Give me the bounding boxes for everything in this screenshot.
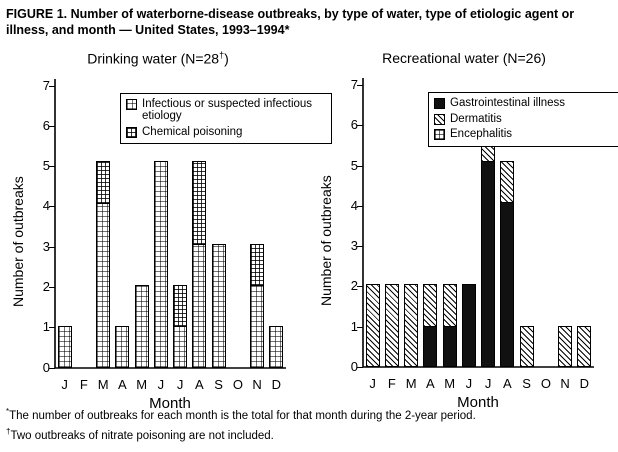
x-tick-label: F: [387, 376, 396, 391]
bar-segment: [366, 284, 380, 367]
y-tick-label: 4: [350, 197, 358, 213]
bar-segment: [135, 285, 149, 368]
bar-segment: [404, 284, 418, 367]
bar-segment: [500, 161, 514, 202]
x-tick-label: A: [195, 376, 204, 392]
legend-swatch-infectious: [126, 99, 137, 110]
x-tick-label: N: [252, 376, 262, 392]
x-tick-label: D: [271, 376, 282, 392]
y-tick-label: 6: [350, 117, 358, 133]
bar-slot: [402, 78, 421, 367]
stacked-bar: [173, 285, 187, 368]
bar-segment: [481, 161, 495, 367]
panel-title-drinking-water: Drinking water (N=28†): [87, 50, 229, 67]
x-tick-label: F: [79, 376, 88, 392]
bar-segment: [443, 284, 457, 325]
legend-recreational-water: [428, 92, 618, 147]
plot-right: [350, 76, 594, 374]
bar-slot: [363, 78, 382, 367]
stacked-bar: [58, 326, 72, 367]
y-tick-label: 4: [42, 198, 50, 214]
legend-label-infectious: Infectious or suspected infectious etiology: [142, 97, 313, 123]
x-axis-label-left: Month: [149, 394, 191, 412]
y-tick-label: 0: [42, 359, 50, 375]
x-axis-label-right: Month: [457, 394, 499, 411]
y-tick-label: 7: [350, 76, 358, 92]
bar-segment: [212, 244, 226, 368]
bar-segment: [192, 161, 206, 244]
bar-segment: [154, 161, 168, 367]
x-axis-ticks-left: [55, 377, 286, 392]
stacked-bar: [481, 119, 495, 367]
bar-segment: [520, 326, 534, 367]
y-tick-label: 7: [42, 77, 50, 93]
bar-segment: [96, 161, 110, 202]
stacked-bar: [366, 284, 380, 367]
x-tick-label: A: [426, 376, 435, 391]
bar-slot: [382, 78, 401, 367]
stacked-bar: [192, 161, 206, 367]
stacked-bar: [404, 284, 418, 367]
bar-segment: [443, 326, 457, 367]
legend-label-dermatitis: Dermatitis: [450, 112, 502, 125]
stacked-bar: [520, 326, 534, 367]
stacked-bar: [423, 284, 437, 367]
x-tick-label: M: [136, 376, 148, 392]
stacked-bar: [500, 161, 514, 367]
x-tick-label: M: [405, 376, 417, 391]
stacked-bar: [443, 284, 457, 367]
plot-area-drinking-water: [8, 71, 313, 412]
plot-left: [42, 77, 313, 375]
y-axis-label-left-text: Number of outbreaks: [10, 175, 26, 307]
stacked-bar: [269, 326, 283, 367]
bar-segment: [269, 326, 283, 367]
legend-item: [434, 113, 618, 126]
bar-segment: [423, 284, 437, 325]
legend-swatch-dermatitis: [434, 114, 445, 125]
bar-segment: [250, 285, 264, 368]
x-tick-label: M: [444, 376, 456, 391]
footnote-dagger: †Two outbreaks of nitrate poisoning are not included.: [6, 426, 274, 442]
chart-panel-recreational-water: [316, 50, 612, 411]
bar-segment: [577, 326, 591, 367]
figure-caption: FIGURE 1. Number of waterborne-disease outbreaks, by type of water, type of etiologic agent or illness, and month — United States, 1993–1994*: [6, 7, 575, 37]
stacked-bar: [212, 244, 226, 368]
y-axis-label-right: [314, 130, 332, 310]
bar-slot: [55, 79, 74, 368]
y-axis-label-right-text: Number of outbreaks: [318, 175, 334, 306]
bar-segment: [500, 202, 514, 367]
y-tick-label: 1: [42, 319, 50, 335]
stacked-bar: [577, 326, 591, 367]
y-tick-label: 2: [350, 278, 358, 294]
x-tick-label: J: [61, 376, 68, 392]
x-tick-label: J: [465, 376, 473, 391]
legend-item: [126, 98, 326, 123]
x-tick-label: J: [484, 376, 492, 391]
x-tick-label: O: [232, 376, 243, 392]
bar-slot: [94, 79, 113, 368]
legend-swatch-chemical: [126, 127, 137, 138]
bar-segment: [115, 326, 129, 367]
x-tick-label: J: [369, 376, 376, 391]
panel-title-recreational-water: Recreational water (N=26): [382, 50, 546, 66]
stacked-bar: [154, 161, 168, 367]
bar-segment: [58, 326, 72, 367]
y-tick-label: 3: [42, 238, 50, 254]
legend-item: [126, 126, 326, 139]
x-tick-label: M: [97, 376, 109, 392]
y-tick-label: 2: [42, 279, 50, 295]
plot-area-recreational-water: [316, 70, 612, 411]
legend-label-encephalitis: Encephalitis: [450, 128, 513, 140]
bar-segment: [96, 203, 110, 368]
x-tick-label: S: [214, 376, 223, 392]
y-tick-label: 5: [42, 158, 50, 174]
stacked-bar: [96, 161, 110, 367]
chart-panel-drinking-water: [8, 50, 313, 412]
x-tick-label: D: [579, 376, 590, 391]
legend-swatch-encephalitis: [434, 129, 445, 140]
x-tick-label: S: [522, 376, 531, 391]
stacked-bar: [385, 284, 399, 367]
stacked-bar: [135, 285, 149, 368]
stacked-bar: [462, 284, 476, 367]
x-tick-label: A: [118, 376, 127, 392]
legend-label-chemical: Chemical poisoning: [142, 125, 243, 138]
y-tick-label: 6: [42, 117, 50, 133]
legend-item: [434, 128, 618, 141]
y-tick-label: 3: [350, 238, 358, 254]
stacked-bar: [115, 326, 129, 367]
y-axis-label-left: [6, 131, 24, 311]
x-tick-label: N: [560, 376, 570, 391]
bar-segment: [192, 244, 206, 368]
y-tick-label: 5: [350, 157, 358, 173]
y-tick-label: 1: [350, 318, 358, 334]
bar-segment: [385, 284, 399, 367]
bar-segment: [558, 326, 572, 367]
x-tick-label: A: [503, 376, 512, 391]
legend-swatch-gastrointestinal: [434, 98, 445, 109]
x-tick-label: J: [157, 376, 165, 392]
footnote-asterisk: *The number of outbreaks for each month is the total for that month during the 2-year period.: [6, 407, 476, 422]
bar-segment: [250, 244, 264, 285]
legend-item: [434, 97, 618, 110]
legend-label-gastrointestinal: Gastrointestinal illness: [450, 97, 566, 109]
stacked-bar: [558, 326, 572, 367]
x-axis-ticks-right: [363, 376, 594, 391]
stacked-bar: [250, 244, 264, 368]
figure-footnotes: [6, 404, 612, 444]
legend-drinking-water: [120, 93, 332, 145]
y-tick-label: 0: [350, 359, 358, 374]
bar-segment: [173, 285, 187, 326]
bar-segment: [173, 326, 187, 367]
x-tick-label: J: [176, 376, 184, 392]
bar-segment: [423, 326, 437, 367]
x-tick-label: O: [540, 376, 551, 391]
bar-segment: [462, 284, 476, 367]
bar-slot: [74, 79, 93, 368]
